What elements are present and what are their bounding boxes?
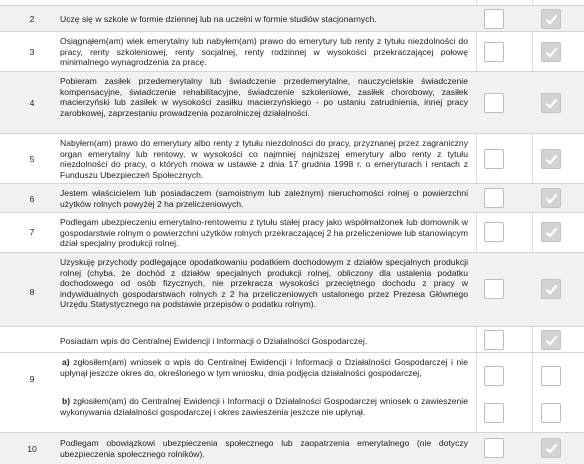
row-checkbox-right[interactable] [541,403,561,423]
row-text: Uczę się w szkole w formie dziennej lub na uczelni w formie studiów stacjonarnych. [60,14,377,24]
checkmark-icon [545,13,558,26]
row-text: a) zgłosiłem(am) wniosek o wpis do Centralnej Ewidencji i Informacji o Działalności Gospodarczej i nie upłynął jeszcze okres do, określonego w tym wniosku, dnia podjęcia działalności gospodarczej, [60,357,468,378]
checkmark-icon [545,192,558,205]
table-row [0,212,584,252]
row-number: 7 [29,227,35,237]
row-checkbox-right[interactable] [541,222,561,242]
row-number: 5 [29,154,35,164]
row-checkbox-right[interactable] [541,149,561,169]
row-checkbox-right[interactable] [541,93,561,113]
row-text: Uzyskuję przychody podlegające opodatkowaniu podatkiem dochodowym z działów specjalnych produkcji rolnej (chyba, że dochód z działów specjalnych produkcji rolnej, obliczony dla ustalenia podatku dochodowego od osób fizycznych, nie przekracza wysokości przeciętnego dochodu z pracy w indywidualnych gospodarstwach rolnych z 2 ha przeliczeniowych ustalonego przez Prezesa Głównego Urzędu Statystycznego na podstawie przepisów o podatku rolnym). [60,257,468,310]
row-checkbox-right[interactable] [541,330,561,350]
row-checkbox-right[interactable] [541,279,561,299]
checkmark-icon [545,283,558,296]
row-number: 6 [29,194,35,204]
row-checkbox-right[interactable] [541,188,561,208]
row-text: Osiągnąłem(am) wiek emerytalny lub nabyłem(am) prawo do emerytury lub renty z tytułu niezdolności do pracy, renty szkoleniowej, renty socjalnej, renty rodzinnej w wysokości przekraczającej połowę minimalnego wynagrodzenia za pracę. [60,36,468,68]
row-checkbox-left[interactable] [484,149,504,169]
row-checkbox-right[interactable] [541,9,561,29]
table-row [0,31,584,71]
row-checkbox-left[interactable] [484,42,504,62]
row-checkbox-left[interactable] [484,438,504,458]
row-text: Posiadam wpis do Centralnej Ewidencji i Informacji o Działalności Gospodarczej. [60,336,368,346]
row-number: 10 [27,444,37,454]
row-checkbox-right[interactable] [541,438,561,458]
checkmark-icon [545,226,558,239]
row-checkbox-right[interactable] [541,366,561,386]
row-checkbox-left[interactable] [484,93,504,113]
row-checkbox-left[interactable] [484,366,504,386]
row-text: Jestem właścicielem lub posiadaczem (samoistnym lub zależnym) nieruchomości rolnej o powierzchni użytków rolnych powyżej 2 ha przeliczeniowych. [60,188,468,209]
row-text: Podlegam obowiązkowi ubezpieczenia społecznego lub zaopatrzenia emerytalnego (nie dotyczy ubezpieczenia społecznego rolników). [60,438,468,459]
table-row [0,326,584,352]
row-checkbox-left[interactable] [484,330,504,350]
table-row [0,352,584,394]
row-checkbox-left[interactable] [484,403,504,423]
row-number: 8 [29,287,35,297]
checkmark-icon [545,334,558,347]
row-number: 4 [29,98,35,108]
checkmark-icon [545,442,558,455]
row-number: 9 [29,374,35,384]
row-checkbox-left[interactable] [484,9,504,29]
row-text: Podlegam ubezpieczeniu emerytalno-rentowemu z tytułu stałej pracy jako współmałżonek lub domownik w gospodarstwie rolnym o powierzchni użytków rolnych przekraczającej 2 ha przeliczeniowe lub stanowiącym dział specjalny produkcji rolnej. [60,217,468,249]
row-number: 3 [29,47,35,57]
row-text: b) zgłosiłem(am) do Centralnej Ewidencji i Informacji o Działalności Gospodarczej wniosek o zawieszenie wykonywania działalności gospodarczej i okres zawieszenia jeszcze nie upłynął. [60,396,468,417]
row-text: Nabyłem(am) prawo do emerytury albo renty z tytułu niezdolności do pracy, przyznanej przez zagraniczny organ emerytalny lub rentowy, w wysokości co najmniej najniższej emerytury albo renty z tytułu niezdolności do pracy, o których mowa w ustawie z dnia 17 grudnia 1998 r. o emeryturach i rentach z Funduszu Ubezpieczeń Społecznych. [60,138,468,180]
checkmark-icon [545,46,558,59]
row-checkbox-left[interactable] [484,222,504,242]
table-row [0,394,584,432]
checkmark-icon [545,97,558,110]
table-row [0,133,584,183]
row-checkbox-right[interactable] [541,42,561,62]
table-row [0,5,584,31]
table-row [0,183,584,212]
sub-item-marker: b) [62,396,71,406]
row-text: Pobieram zasiłek przedemerytalny lub świadczenie przedemerytalne, nauczycielskie świadczenie kompensacyjne, świadczenie rehabilitacyjne, świadczenie szkoleniowe, zasiłek chorobowy, zasiłek macierzyński lub zasiłek w wysokości zasiłku macierzyńskiego - po ustaniu zatrudnienia, innej pracy zarobkowej, zaprzestaniu prowadzenia pozarolniczej działalności. [60,76,468,118]
row-checkbox-left[interactable] [484,188,504,208]
table-row [0,432,584,464]
sub-item-marker: a) [62,357,70,367]
table-row [0,252,584,326]
checkmark-icon [545,153,558,166]
table-row [0,71,584,133]
row-number: 2 [29,14,35,24]
row-checkbox-left[interactable] [484,279,504,299]
